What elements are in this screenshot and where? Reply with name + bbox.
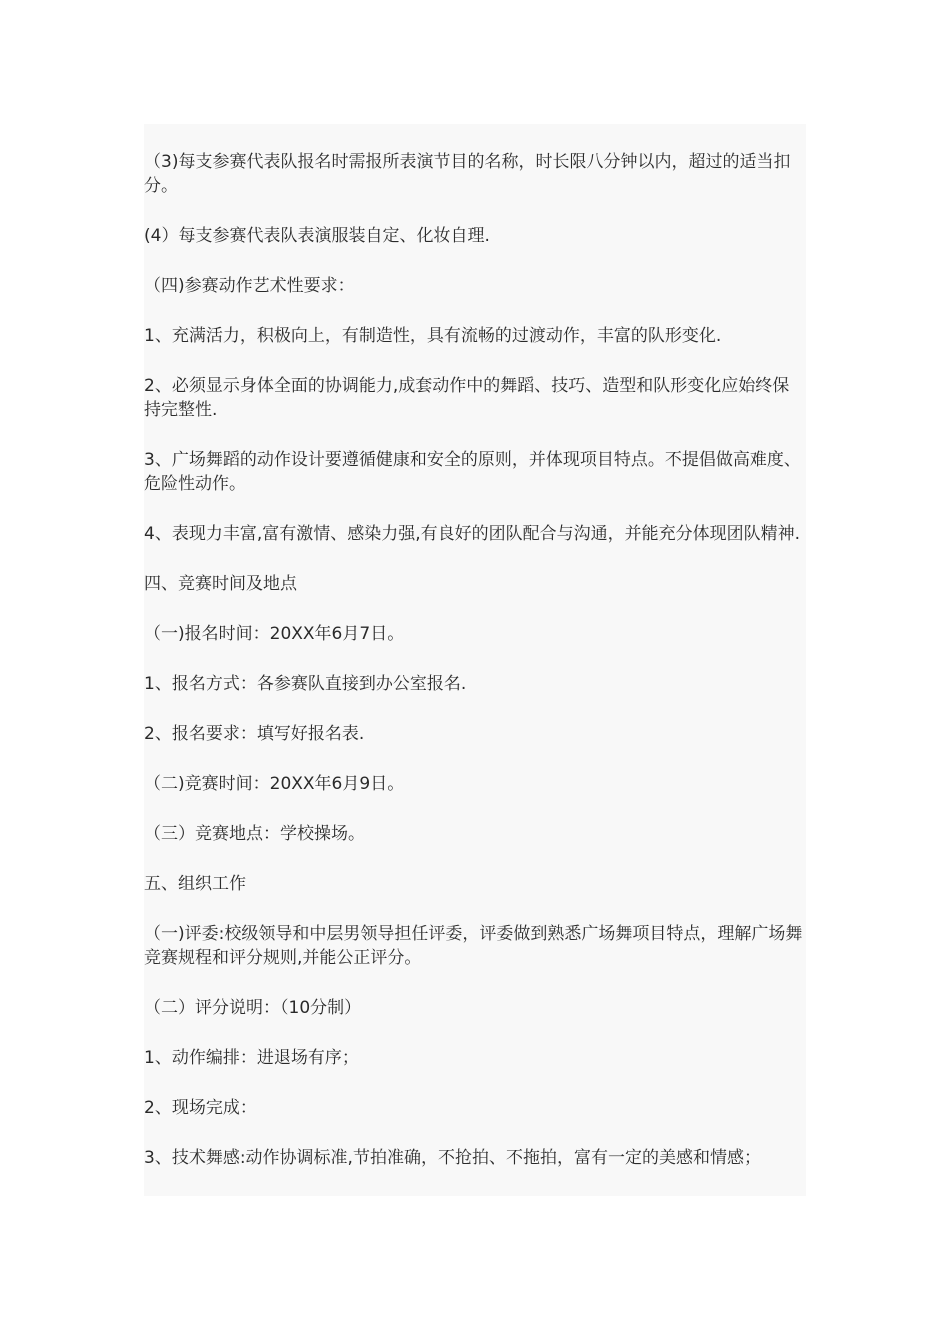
document-page bbox=[144, 124, 806, 1196]
paragraph-scoring-heading: （二）评分说明：（10分制） bbox=[144, 998, 362, 1018]
paragraph-registration-requirement: 2、报名要求：填写好报名表. bbox=[144, 724, 365, 744]
paragraph-art-3: 3、广场舞蹈的动作设计要遵循健康和安全的原则，并体现项目特点。不提倡做高难度、危险性动作。 bbox=[144, 450, 801, 494]
paragraph-judges: （一)评委:校级领导和中层男领导担任评委，评委做到熟悉广场舞项目特点，理解广场舞竞赛规程和评分规则,并能公正评分。 bbox=[144, 924, 803, 968]
section-heading-art-requirements: （四)参赛动作艺术性要求： bbox=[144, 276, 355, 296]
paragraph-entry-3: （3)每支参赛代表队报名时需报所表演节目的名称，时长限八分钟以内，超过的适当扣分。 bbox=[144, 152, 791, 196]
paragraph-art-4: 4、表现力丰富,富有激情、感染力强,有良好的团队配合与沟通，并能充分体现团队精神. bbox=[144, 524, 801, 544]
paragraph-competition-time: （二)竞赛时间：20XX年6月9日。 bbox=[144, 774, 405, 794]
section-heading-organization: 五、组织工作 bbox=[144, 874, 246, 894]
paragraph-scoring-2: 2、现场完成： bbox=[144, 1098, 257, 1118]
document-body bbox=[144, 124, 806, 1170]
paragraph-scoring-1: 1、动作编排：进退场有序； bbox=[144, 1048, 359, 1068]
paragraph-art-2: 2、必须显示身体全面的协调能力,成套动作中的舞蹈、技巧、造型和队形变化应始终保持完整性. bbox=[144, 376, 790, 420]
paragraph-entry-4: (4）每支参赛代表队表演服装自定、化妆自理. bbox=[144, 226, 490, 246]
paragraph-registration-method: 1、报名方式：各参赛队直接到办公室报名. bbox=[144, 674, 467, 694]
paragraph-competition-place: （三）竞赛地点：学校操场。 bbox=[144, 824, 365, 844]
paragraph-art-1: 1、充满活力，积极向上，有制造性，具有流畅的过渡动作，丰富的队形变化. bbox=[144, 326, 722, 346]
paragraph-scoring-3: 3、技术舞感:动作协调标准,节拍准确，不抢拍、不拖拍，富有一定的美感和情感； bbox=[144, 1148, 761, 1168]
paragraph-registration-time: （一)报名时间：20XX年6月7日。 bbox=[144, 624, 405, 644]
section-heading-time-place: 四、竞赛时间及地点 bbox=[144, 574, 297, 594]
